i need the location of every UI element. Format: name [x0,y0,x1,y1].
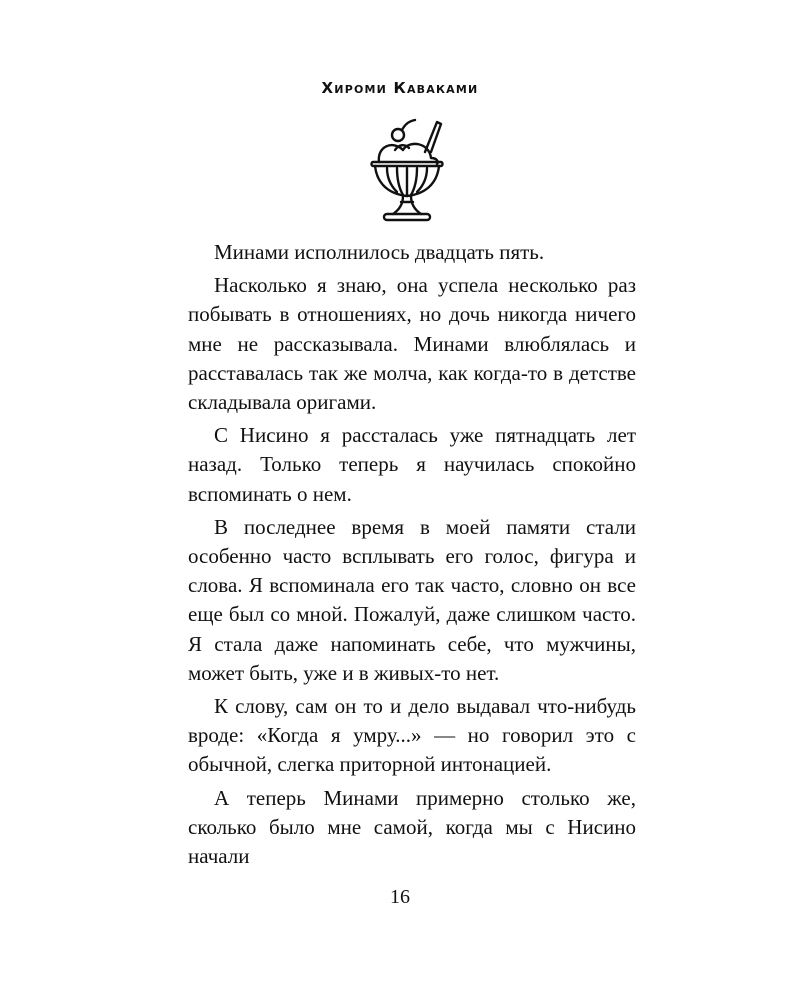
paragraph: Минами исполнилось двадцать пять. [214,240,545,264]
paragraph: Насколько я знаю, она успела несколько раз побывать в отношениях, но дочь никогда ничего мне не рассказывала. Минами влюблялась и расставалась так же молча, как когда-то в детстве складывала оригами. [188,273,636,415]
paragraph: С Нисино я рассталась уже пятнадцать лет назад. Только теперь я научилась спокойно вспоминать о нем. [188,423,636,506]
body-text [188,238,636,871]
paragraph: К слову, сам он то и дело выдавал что-нибудь вроде: «Когда я умру...» — но говорил это с обычной, слегка приторной интонацией. [188,694,636,777]
paragraph: А теперь Минами примерно столько же, сколько было мне самой, когда мы с Нисино начали [188,785,636,869]
page-number: 16 [390,886,410,908]
ice-cream-sundae-icon [365,118,449,228]
paragraph: В последнее время в моей памяти стали особенно часто всплывать его голос, фигура и слова. Я вспоминала его так часто, словно он все еще был со мной. Пожалуй, даже слишком часто. Я стала даже напоминать себе, что мужчины, может быть, уже и в живых-то нет. [188,514,636,685]
running-header-author: Хироми Каваками [321,79,479,97]
